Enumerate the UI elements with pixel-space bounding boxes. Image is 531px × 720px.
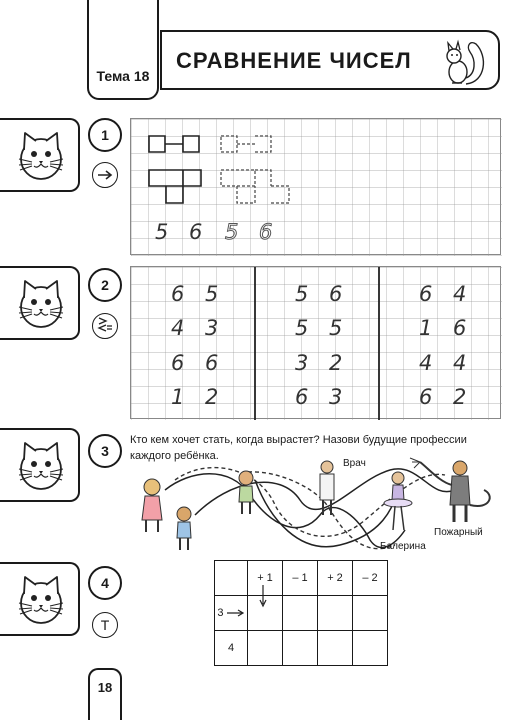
task1-digit-dashed: 6 (259, 220, 273, 244)
cat-icon (14, 129, 68, 183)
task2-digit: 4 (453, 282, 467, 306)
task1-digit: 6 (189, 220, 203, 244)
page-number: 18 (88, 668, 122, 720)
task2-digit: 4 (453, 351, 467, 375)
task2-digit: 1 (419, 316, 433, 340)
task4-table (214, 560, 388, 666)
task2-digit: 3 (329, 385, 343, 409)
answer-cell[interactable] (248, 596, 283, 631)
task2-digit: 5 (295, 282, 309, 306)
table-row (215, 631, 388, 666)
task2-digit: 5 (329, 316, 343, 340)
task1-cat-box (0, 118, 80, 192)
answer-cell[interactable] (353, 596, 388, 631)
arrow-right-icon (92, 162, 118, 188)
boy-figure (239, 471, 253, 514)
boy-figure (177, 507, 191, 550)
cat-icon (14, 573, 68, 627)
task4-letter-circle: Т (92, 612, 118, 638)
girl-figure (142, 479, 162, 532)
task4-number: 4 (88, 566, 122, 600)
task2-digit: 6 (295, 385, 309, 409)
task2-digit: 1 (171, 385, 185, 409)
doctor-figure (320, 461, 334, 515)
answer-cell[interactable] (283, 596, 318, 631)
task2-digit: 3 (205, 316, 219, 340)
topic-label: Тема 18 (96, 68, 150, 84)
table-header-cell: – 1 (283, 561, 318, 596)
task2-digit: 6 (453, 316, 467, 340)
task2-digit: 6 (171, 282, 185, 306)
row-label-value: 3 (217, 607, 224, 619)
table-row (215, 596, 388, 631)
task2-digit: 2 (453, 385, 467, 409)
firefighter-figure (410, 458, 490, 522)
task4-cat-box (0, 562, 80, 636)
squirrel-icon (436, 36, 488, 88)
compare-signs-icon (92, 313, 118, 339)
task2-digit: 4 (419, 351, 433, 375)
task2-digit: 6 (419, 282, 433, 306)
table-row-label (215, 596, 248, 631)
task2-digit: 5 (295, 316, 309, 340)
cat-icon (14, 277, 68, 331)
task1-grid (130, 118, 501, 255)
answer-cell[interactable] (318, 631, 353, 666)
table-header-cell: + 1 (248, 561, 283, 596)
task2-cat-box (0, 266, 80, 340)
table-row-label: 4 (215, 631, 248, 666)
table-header-cell: + 2 (318, 561, 353, 596)
doctor-label: Врач (343, 458, 366, 469)
cat-icon (14, 439, 68, 493)
task3-number: 3 (88, 434, 122, 468)
arrow-right-icon (227, 609, 245, 617)
table-row (215, 561, 388, 596)
answer-cell[interactable] (283, 631, 318, 666)
task2-digit: 2 (329, 351, 343, 375)
task3-instruction: Кто кем хочет стать, когда вырастет? Назови будущие профессии каждого ребёнка. (130, 434, 467, 462)
task1-digit-dashed: 5 (225, 220, 239, 244)
answer-cell[interactable] (318, 596, 353, 631)
task2-grid (130, 266, 501, 419)
table-cell (215, 561, 248, 596)
task2-digit: 3 (295, 351, 309, 375)
task2-digit: 4 (171, 316, 185, 340)
task1-number: 1 (88, 118, 122, 152)
answer-cell[interactable] (353, 631, 388, 666)
topic-tab (87, 0, 159, 100)
task2-number: 2 (88, 268, 122, 302)
task2-digit: 6 (171, 351, 185, 375)
table-header-cell: – 2 (353, 561, 388, 596)
task2-digit: 2 (205, 385, 219, 409)
page-title: СРАВНЕНИЕ ЧИСЕЛ (176, 48, 412, 73)
task2-digit: 6 (419, 385, 433, 409)
task2-digit: 6 (329, 282, 343, 306)
answer-cell[interactable] (248, 631, 283, 666)
task2-digit: 5 (205, 282, 219, 306)
task2-digit: 6 (205, 351, 219, 375)
title-box (160, 30, 500, 90)
task1-digit: 5 (155, 220, 169, 244)
task3-cat-box (0, 428, 80, 502)
ballerina-label: Балерина (380, 541, 426, 552)
firefighter-label: Пожарный (434, 527, 483, 538)
ballerina-figure (384, 472, 412, 530)
